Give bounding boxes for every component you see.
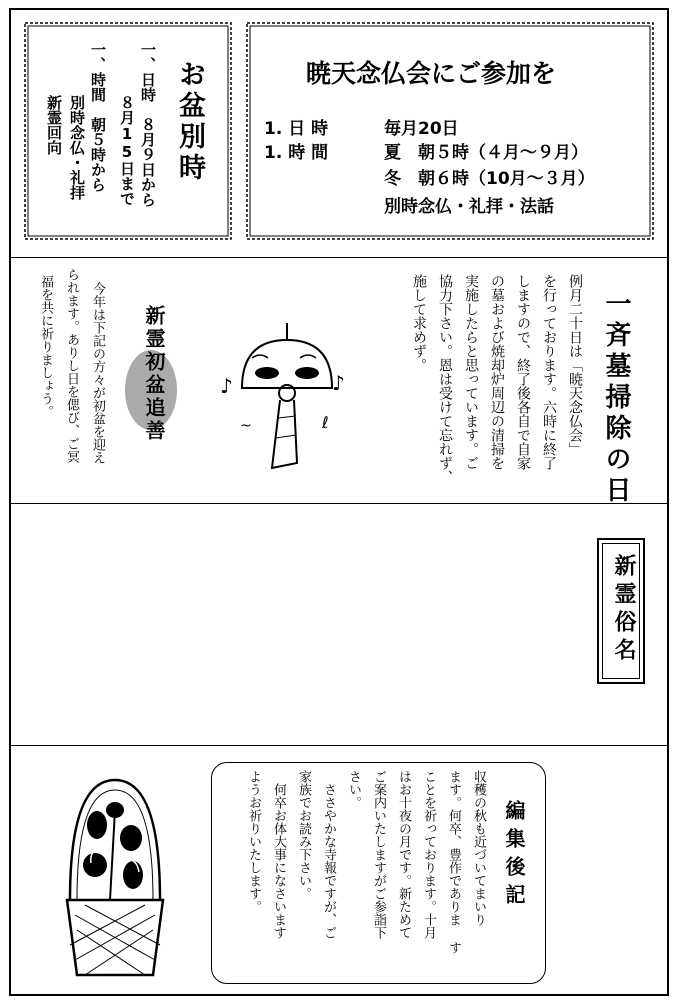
cleaning-line: 施して求めず。 bbox=[411, 274, 427, 372]
editor-line: ご案内いたしますがご参詣下 bbox=[371, 770, 386, 939]
divider-1 bbox=[9, 257, 669, 258]
gyoten-title: 暁天念仏会にご参加を bbox=[306, 59, 557, 88]
editor-line: ます。何卒、豊作でありま す bbox=[446, 770, 461, 954]
obon-title: お盆別時 bbox=[174, 60, 205, 184]
shinrei-box bbox=[597, 538, 645, 684]
svg-text:♪: ♪ bbox=[332, 371, 345, 395]
editor-line: 何卒お体大事になさいます bbox=[271, 783, 286, 939]
hatsubon-line: 今年は下記の方々が初盆を迎え bbox=[90, 282, 105, 464]
shinrei-title: 新霊俗名 bbox=[611, 554, 636, 666]
editor-note-body bbox=[228, 770, 488, 980]
wind-chime-illustration bbox=[212, 318, 362, 478]
editor-line: 収穫の秋も近づいてまいり bbox=[471, 770, 486, 926]
obon-date-end: ８月15日まで bbox=[118, 95, 136, 206]
editor-line: はお十夜の月です。新ためて bbox=[396, 770, 411, 939]
cleaning-line: しますので、終了後各自で自家 bbox=[515, 274, 531, 470]
cleaning-body bbox=[385, 272, 585, 492]
editor-line: ようお祈りいたします。 bbox=[246, 770, 261, 913]
obon-memorial: 新霊回向 bbox=[45, 95, 63, 155]
plant-basket-illustration bbox=[55, 770, 175, 985]
gyoten-date-value: 毎月20日 bbox=[384, 119, 459, 139]
gyoten-summer: 夏 朝５時（４月～９月） bbox=[384, 143, 588, 163]
editor-line: 家族でお読み下さい。 bbox=[296, 770, 311, 900]
hatsubon-line: られます。ありし日を偲び、ご冥 bbox=[64, 268, 79, 463]
gyoten-program: 別時念仏・礼拝・法話 bbox=[384, 197, 554, 217]
hatsubon-title: 新霊初盆追善 bbox=[142, 305, 166, 443]
cleaning-title: 一斉墓掃除の日 bbox=[601, 290, 631, 507]
svg-text:ℓ: ℓ bbox=[322, 413, 329, 432]
cleaning-line: の墓および焼却炉周辺の清掃を bbox=[489, 274, 505, 470]
gyoten-date-label: 1. 日 時 bbox=[264, 119, 329, 139]
editor-line: ささやかな寺報ですが、ご bbox=[321, 783, 336, 939]
obon-time-detail: 別時念仏・礼拝 bbox=[68, 95, 86, 200]
editor-line: ことを祈っております。十月 bbox=[421, 770, 436, 939]
cleaning-line: 協力下さい。恩は受けて忘れず、 bbox=[437, 274, 453, 484]
cleaning-line: を行っております。六時に終了 bbox=[541, 274, 557, 470]
cleaning-line: 例月二十日は「暁天念仏会」 bbox=[567, 274, 583, 456]
editor-note-title: 編集後記 bbox=[502, 800, 526, 912]
obon-date-line: 一、日時 ８月９日から bbox=[139, 42, 157, 207]
cleaning-line: 実施したらと思っています。ご bbox=[463, 274, 479, 470]
divider-2 bbox=[9, 503, 669, 504]
svg-text:♪: ♪ bbox=[220, 374, 233, 398]
gyoten-winter: 冬 朝６時（10月～３月） bbox=[384, 169, 595, 189]
gyoten-time-label: 1. 時 間 bbox=[264, 143, 329, 163]
obon-time-line: 一、時間 朝５時から bbox=[89, 42, 107, 192]
editor-line: さい。 bbox=[346, 770, 361, 809]
svg-text:~: ~ bbox=[240, 418, 252, 434]
divider-3 bbox=[9, 745, 669, 746]
hatsubon-line: 福を共に祈りましょう。 bbox=[38, 275, 53, 418]
